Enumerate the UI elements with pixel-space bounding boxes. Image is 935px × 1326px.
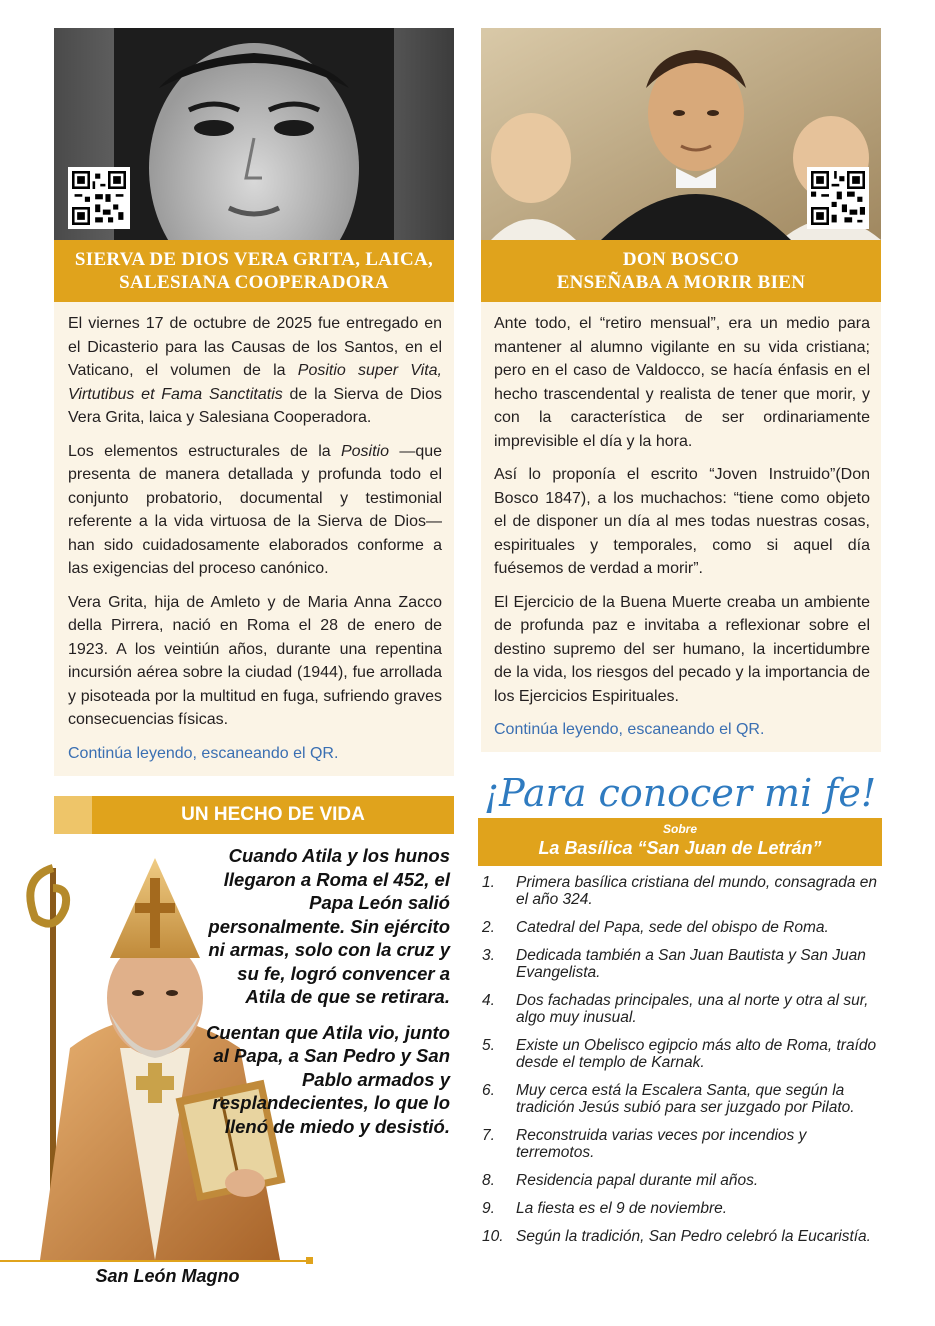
hecho-de-vida-paragraph-2: Cuentan que Atila vio, junto al Papa, a San Pedro y San Pablo armados y resplandecientes, lo que lo llenó de miedo y desistió. [206, 1021, 450, 1137]
vera-grita-paragraph-2: Los elementos estructurales de la Positio —que presenta de manera detallada y profunda todo el conjunto probatorio, documental y testimonial referente a la vida virtuosa de la Sierva de Dios— han sido cuidadosamente elaborados conforme a las exigencias del proceso canónico. [68, 442, 443, 577]
vera-grita-body [68, 312, 442, 775]
hecho-de-vida-text [200, 844, 450, 1150]
list-item: 9. La fiesta es el 9 de noviembre. [482, 1200, 728, 1217]
vera-grita-title-line1: SIERVA DE DIOS VERA GRITA, LAICA, [74, 249, 434, 270]
list-item: 5. Existe un Obelisco egipcio más alto de Roma, traído desde el templo de Karnak. [482, 1037, 877, 1071]
don-bosco-paragraph-3: El Ejercicio de la Buena Muerte creaba un ambiente de profunda paz e invitaba a reflexionar sobre el destino supremo del ser humano, la incertidumbre de la vida, los riesgos del pecado y la importancia de los Ejercicios Espirituales. [494, 593, 870, 705]
list-item: 8. Residencia papal durante mil años. [482, 1172, 759, 1189]
don-bosco-title-line1: DON BOSCO [622, 249, 740, 270]
hecho-de-vida-bar-accent [54, 796, 92, 834]
basilica-header-sub: Sobre [662, 822, 697, 836]
vera-grita-paragraph-3: Vera Grita, hija de Amleto y de Maria Anna Zacco della Pirrera, nació en Roma el 28 de enero de 1923. A los veintiún años, durante una repentina incursión aérea sobre la ciudad (1944), fue arrollada y pisoteada por la multitud en fuga, sufriendo graves consecuencias físicas. [68, 593, 442, 728]
caption-divider-dot [306, 1257, 313, 1264]
list-item: 2. Catedral del Papa, sede del obispo de Roma. [482, 919, 829, 936]
list-item: 7. Reconstruida varias veces por incendios y terremotos. [482, 1127, 807, 1161]
list-item: 4. Dos fachadas principales, una al norte y otra al sur, algo muy inusual. [482, 992, 869, 1026]
basilica-header-title: La Basílica “San Juan de Letrán” [538, 838, 822, 858]
basilica-facts-list [478, 874, 882, 1256]
don-bosco-body [494, 312, 870, 752]
don-bosco-title-line2: ENSEÑABA A MORIR BIEN [556, 272, 806, 293]
list-item: 1. Primera basílica cristiana del mundo, consagrada en el año 324. [482, 874, 877, 908]
hecho-de-vida-paragraph-1: Cuando Atila y los hunos llegaron a Roma el 452, el Papa León salió personalmente. Sin ejército ni armas, solo con la cruz y su fe, logró convencer a Atila de que se retirara. [208, 845, 450, 1007]
vera-grita-title-line2: SALESIANA COOPERADORA [119, 272, 389, 293]
list-item: 10. Según la tradición, San Pedro celebró la Eucaristía. [482, 1228, 871, 1245]
vera-grita-title [54, 240, 454, 302]
don-bosco-qr-link[interactable]: Continúa leyendo, escaneando el QR. [494, 721, 765, 738]
caption-divider [0, 1260, 310, 1262]
list-item: 3. Dedicada también a San Juan Bautista y San Juan Evangelista. [482, 947, 866, 981]
vera-grita-paragraph-1: El viernes 17 de octubre de 2025 fue entregado en el Dicasterio para las Causas de los Santos, en el Vaticano, el volumen de la Positio super Vita, Virtutibus et Fama Sanctitatis de la Sierva de Dios Vera Grita, laica y Salesiana Cooperadora. [68, 315, 442, 426]
don-bosco-paragraph-2: Así lo proponía el escrito “Joven Instruido”(Don Bosco 1847), a los muchachos: “tiene como objeto el de disponer un día al mes todas nuestras cosas, espirituales y temporales, como si aquel día fuésemos de verdad a morir”. [494, 466, 870, 577]
basilica-header [478, 818, 882, 866]
qr-code-don-bosco[interactable] [807, 167, 869, 229]
san-leon-magno-caption: San León Magno [95, 1266, 240, 1286]
para-conocer-mi-fe-title: ¡Para conocer mi fe! [483, 771, 877, 815]
hecho-de-vida-title: UN HECHO DE VIDA [181, 804, 365, 825]
vera-grita-qr-link[interactable]: Continúa leyendo, escaneando el QR. [68, 744, 339, 762]
don-bosco-title [481, 240, 881, 302]
list-item: 6. Muy cerca está la Escalera Santa, que según la tradición Jesús subió para ser juzgado por Pilato. [482, 1082, 855, 1116]
don-bosco-paragraph-1: Ante todo, el “retiro mensual”, era un medio para mantener al alumno vigilante en su vida cristiana; pero en el caso de Valdocco, se hacía énfasis en el hecho trascendental y realista de tener que morir, y con la característica de ser ordinariamente imprevisible el día y la hora. [494, 315, 870, 450]
qr-code-vera-grita[interactable] [68, 167, 130, 229]
